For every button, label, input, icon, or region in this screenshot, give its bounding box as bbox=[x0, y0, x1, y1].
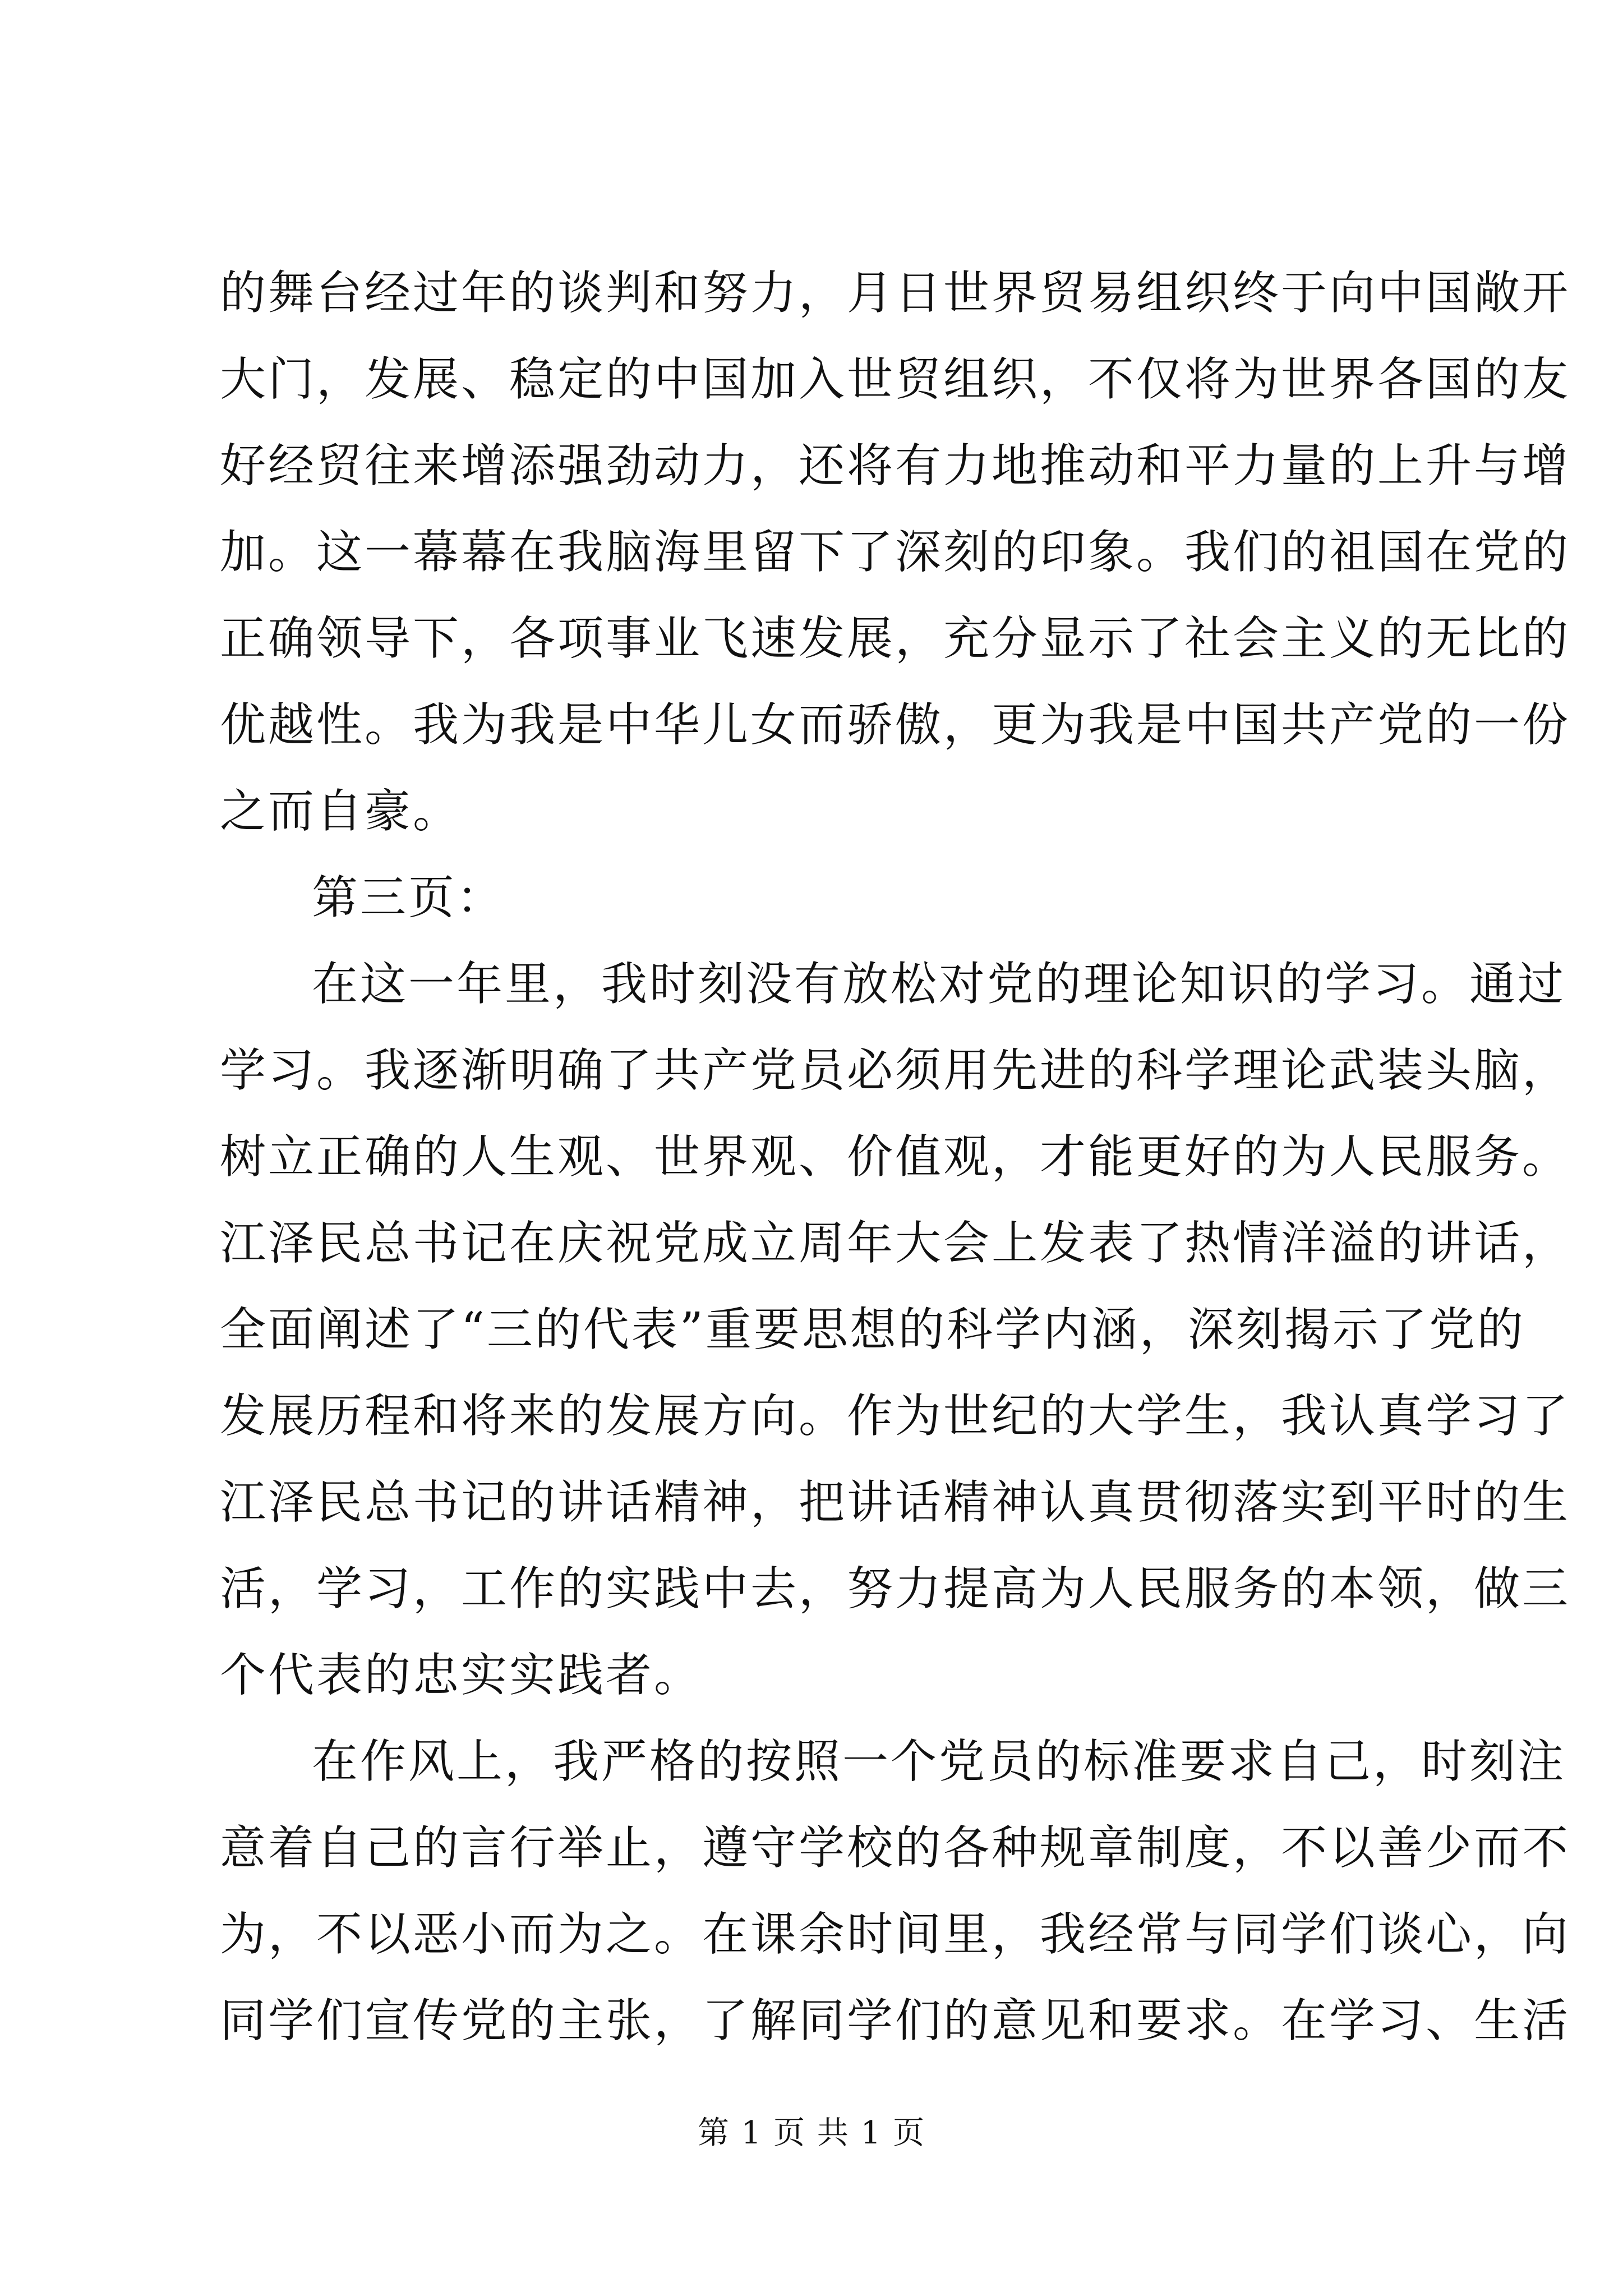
text-line: 的舞台经过年的谈判和努力，月日世界贸易组织终于向中国敞开 bbox=[220, 266, 1571, 320]
text-line: 之而自豪。 bbox=[220, 785, 462, 838]
text-line: 江泽民总书记在庆祝党成立周年大会上发表了热情洋溢的讲话， bbox=[220, 1217, 1571, 1270]
text-line: 正确领导下，各项事业飞速发展，充分显示了社会主义的无比的 bbox=[220, 612, 1571, 665]
text-line: 优越性。我为我是中华儿女而骄傲，更为我是中国共产党的一份 bbox=[220, 698, 1571, 752]
text-line: 同学们宣传党的主张，了解同学们的意见和要求。在学习、生活 bbox=[220, 1994, 1571, 2047]
text-line: 学习。我逐渐明确了共产党员必须用先进的科学理论武装头脑， bbox=[220, 1044, 1571, 1097]
text-line: 江泽民总书记的讲话精神，把讲话精神认真贯彻落实到平时的生 bbox=[220, 1476, 1571, 1529]
text-line: 在这一年里，我时刻没有放松对党的理论知识的学习。通过 bbox=[312, 958, 1566, 1011]
text-line: 大门，发展、稳定的中国加入世贸组织，不仅将为世界各国的友 bbox=[220, 353, 1571, 406]
text-line: 树立正确的人生观、世界观、价值观，才能更好的为人民服务。 bbox=[220, 1130, 1571, 1184]
text-line: 在作风上，我严格的按照一个党员的标准要求自己，时刻注 bbox=[312, 1735, 1566, 1788]
document-body bbox=[220, 263, 1571, 2077]
text-line: 第三页： bbox=[312, 871, 505, 924]
text-line: 全面阐述了“三的代表”重要思想的科学内涵，深刻揭示了党的 bbox=[220, 1303, 1525, 1356]
text-line: 发展历程和将来的发展方向。作为世纪的大学生，我认真学习了 bbox=[220, 1389, 1571, 1443]
page-footer: 第 1 页 共 1 页 bbox=[697, 2115, 926, 2151]
text-line: 活，学习，工作的实践中去，努力提高为人民服务的本领，做三 bbox=[220, 1562, 1571, 1616]
text-line: 为，不以恶小而为之。在课余时间里，我经常与同学们谈心，向 bbox=[220, 1908, 1571, 1961]
text-line: 好经贸往来增添强劲动力，还将有力地推动和平力量的上升与增 bbox=[220, 439, 1571, 493]
text-line: 个代表的忠实实践者。 bbox=[220, 1649, 703, 1702]
text-line: 加。这一幕幕在我脑海里留下了深刻的印象。我们的祖国在党的 bbox=[220, 526, 1571, 579]
text-line: 意着自己的言行举止，遵守学校的各种规章制度，不以善少而不 bbox=[220, 1821, 1571, 1875]
